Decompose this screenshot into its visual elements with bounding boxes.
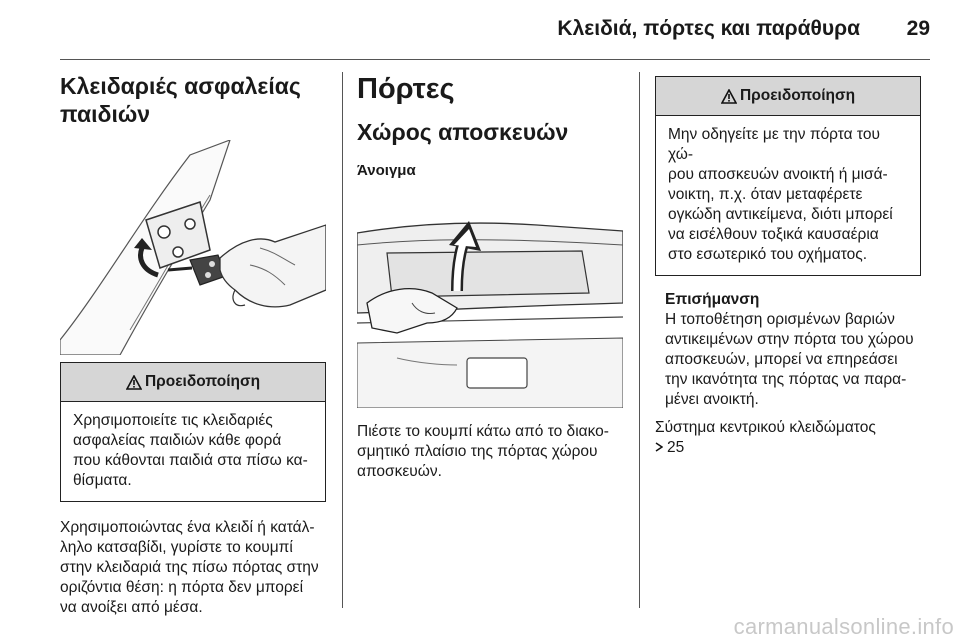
warning-text: Μην οδηγείτε με την πόρτα του χώ- ρου αποσκευών ανοικτή ή μισά- νοικτη, π.χ. όταν μεταφέρετε ογκώδη αντικείμενα, διότι μπορεί να εισέλθουν τοξικά καυσαέρια στο εσωτερικό του οχήματος.: [668, 126, 893, 263]
opening-instruction: Πιέστε το κουμπί κάτω από το διακο- σμητικό πλαίσιο της πόρτας χώρου αποσκευών.: [357, 423, 609, 480]
warning-triangle-icon: [126, 375, 142, 390]
page-ref-link[interactable]: 25: [655, 439, 684, 456]
opening-heading: Άνοιγμα: [357, 162, 416, 179]
warning-header: [656, 77, 920, 116]
chapter-title: Πόρτες: [357, 73, 455, 105]
column-divider-left: [342, 72, 343, 608]
note-block: [655, 290, 921, 410]
column-divider-right: [639, 72, 640, 608]
header-title: Κλειδιά, πόρτες και παράθυρα: [557, 17, 860, 40]
section-heading: Κλειδαριές ασφαλείας παιδιών: [60, 73, 301, 127]
tailgate-illustration: [357, 193, 623, 408]
warning-title: Προειδοποίηση: [144, 373, 261, 390]
watermark: carmanualsonline.info: [733, 614, 954, 639]
note-title: Επισήμανση: [665, 291, 760, 308]
subsection-title: Χώρος αποσκευών: [357, 119, 569, 145]
page-number: 29: [906, 17, 930, 40]
instruction-text: Χρησιμοποιώντας ένα κλειδί ή κατάλ- ληλο κατσαβίδι, γυρίστε το κουμπί στην κλειδαριά της πίσω πόρτας στην οριζόντια θέση: η πόρτα δεν μπορεί να ανοίξει από μέσα.: [60, 519, 319, 616]
warning-box: [60, 362, 326, 502]
warning-title: Προειδοποίηση: [739, 87, 856, 104]
column-doors: [357, 72, 623, 482]
note-text: Η τοποθέτηση ορισμένων βαριών αντικειμένων στην πόρτα του χώρου αποσκευών, μπορεί να επηρεάσει την ικανότητα της πόρτας να παρα- μένει ανοικτή.: [665, 311, 914, 408]
column-child-locks: [60, 72, 326, 618]
reference-arrow-icon: [655, 442, 663, 452]
cross-reference: Σύστημα κεντρικού κλειδώματος 25: [655, 419, 876, 456]
column-warnings: [655, 76, 921, 458]
header-rule: [60, 59, 930, 60]
child-lock-illustration: [60, 140, 326, 355]
warning-triangle-icon: [721, 89, 737, 104]
warning-text: Χρησιμοποιείτε τις κλειδαριές ασφαλείας παιδιών κάθε φορά που κάθονται παιδιά στα πίσω κα- θίσματα.: [73, 412, 308, 489]
warning-header: [61, 363, 325, 402]
warning-box: [655, 76, 921, 276]
